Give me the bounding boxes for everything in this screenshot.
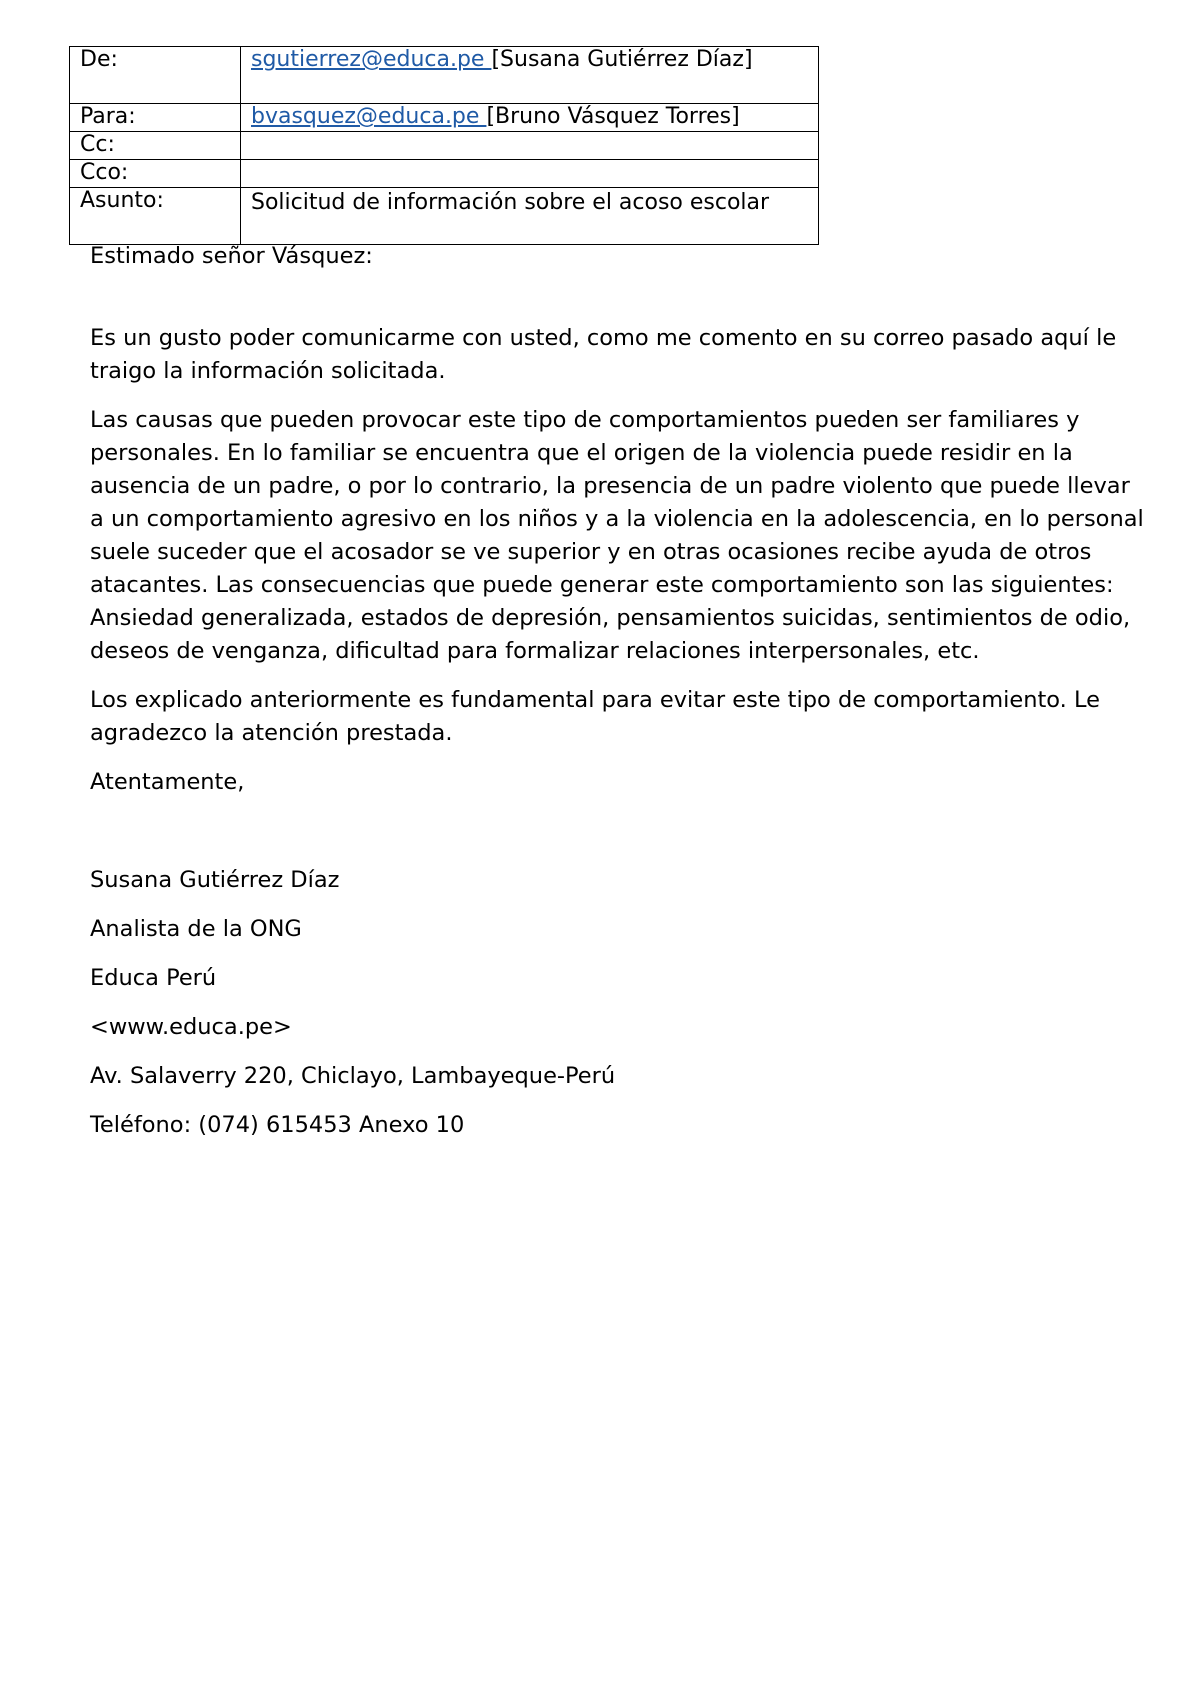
to-name: [Bruno Vásquez Torres]: [486, 104, 740, 129]
body-paragraph-1: Es un gusto poder comunicarme con usted, como me comento en su correo pasado aquí le traigo la información solicitada.: [90, 325, 1117, 384]
from-row: [70, 47, 819, 104]
to-value: [241, 104, 819, 132]
email-body: [90, 240, 1150, 1158]
body-paragraph-3: Los explicado anteriormente es fundamental para evitar este tipo de comportamiento. Le agradezco la atención prestada.: [90, 687, 1100, 746]
bcc-value: [241, 160, 819, 188]
from-email-link[interactable]: sgutierrez@educa.pe: [251, 47, 492, 72]
subject-label: Asunto:: [70, 188, 241, 245]
signature-address: Av. Salaverry 220, Chiclayo, Lambayeque-Perú: [90, 1063, 616, 1089]
cc-row: [70, 132, 819, 160]
email-header-table: [69, 46, 819, 245]
signature-website: <www.educa.pe>: [90, 1014, 292, 1040]
subject-row: [70, 188, 819, 245]
from-name: [Susana Gutiérrez Díaz]: [491, 47, 753, 72]
to-row: [70, 104, 819, 132]
signature-org: Educa Perú: [90, 965, 217, 991]
to-label: Para:: [70, 104, 241, 132]
cc-value: [241, 132, 819, 160]
closing: Atentamente,: [90, 769, 245, 795]
subject-value: Solicitud de información sobre el acoso escolar: [251, 190, 770, 215]
body-paragraph-2: Las causas que pueden provocar este tipo de comportamientos pueden ser familiares y personales. En lo familiar se encuentra que el origen de la violencia puede residir en la ausencia de un padre, o por lo contrario, la presencia de un padre violento que puede llevar a un comportamiento agresivo en los niños y a la violencia en la adolescencia, en lo personal suele suceder que el acosador se ve superior y en otras ocasiones recibe ayuda de otros atacantes. Las consecuencias que puede generar este comportamiento son las siguientes: Ansiedad generalizada, estados de depresión, pensamientos suicidas, sentimientos de odio, deseos de venganza, dificultad para formalizar relaciones interpersonales, etc.: [90, 407, 1144, 664]
to-email-link[interactable]: bvasquez@educa.pe: [251, 104, 487, 129]
greeting: Estimado señor Vásquez:: [90, 243, 373, 269]
signature-block: [90, 864, 1150, 1142]
signature-phone: Teléfono: (074) 615453 Anexo 10: [90, 1112, 465, 1138]
from-label: De:: [70, 47, 241, 104]
cc-label: Cc:: [70, 132, 241, 160]
signature-role: Analista de la ONG: [90, 916, 302, 942]
bcc-label: Cco:: [70, 160, 241, 188]
from-value: [241, 47, 819, 104]
bcc-row: [70, 160, 819, 188]
subject-cell: [241, 188, 819, 245]
signature-name: Susana Gutiérrez Díaz: [90, 867, 340, 893]
